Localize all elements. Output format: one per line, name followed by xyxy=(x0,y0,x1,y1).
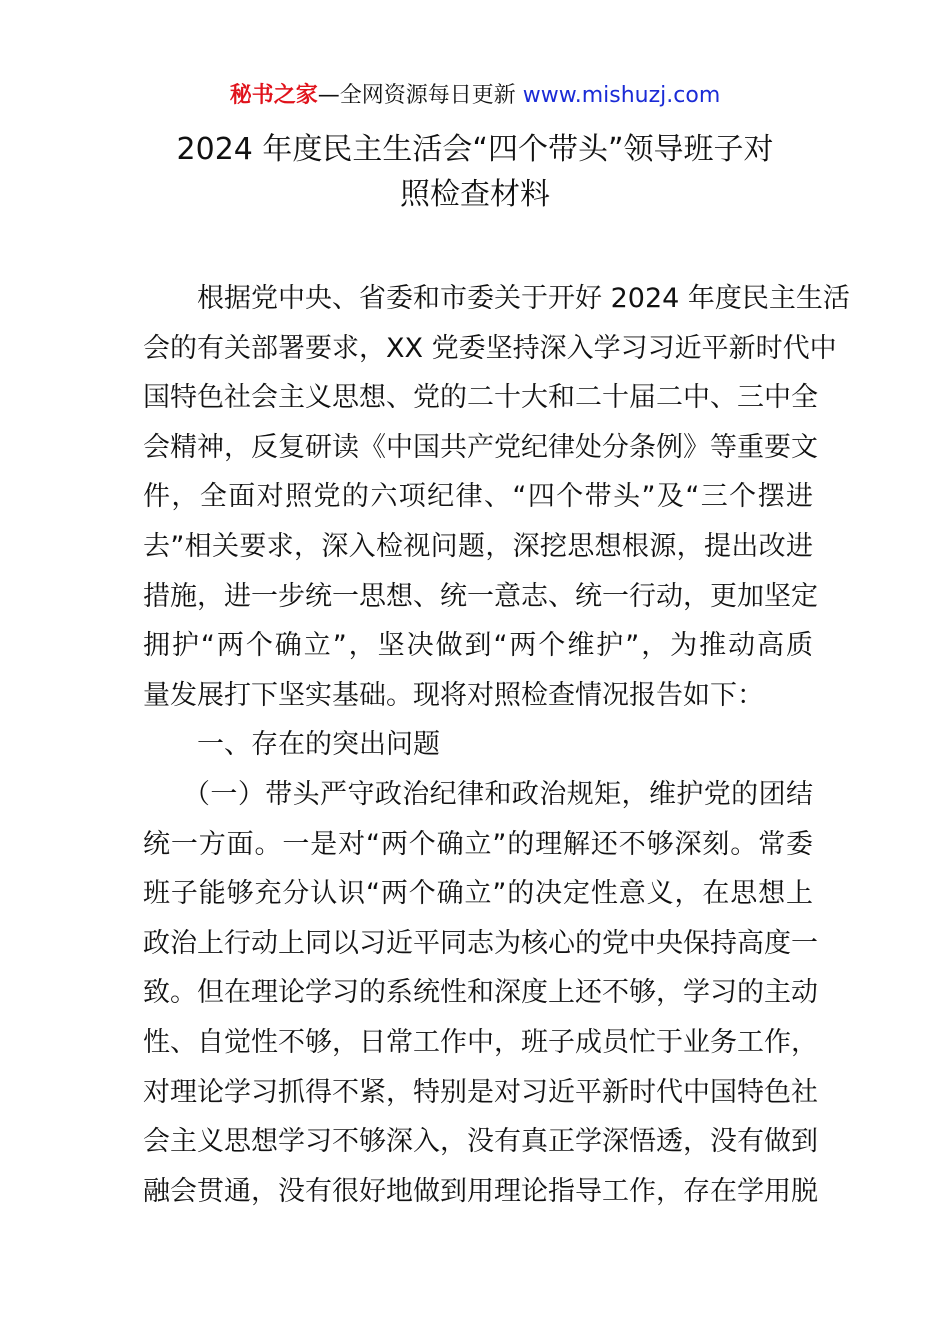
title-line-2: 照检查材料 xyxy=(400,177,550,212)
paragraph-line: 会精神，反复研读《中国共产党纪律处分条例》等重要文 xyxy=(143,431,818,463)
paragraph-line: 量发展打下坚实基础。现将对照检查情况报告如下： xyxy=(143,679,764,711)
paragraph-line: 统一方面。一是对“两个确立”的理解还不够深刻。常委 xyxy=(143,828,813,860)
site-header xyxy=(0,80,950,112)
site-url-link[interactable]: www.mishuzj.com xyxy=(522,83,721,108)
paragraph-line: 性、自觉性不够，日常工作中，班子成员忙于业务工作， xyxy=(143,1026,818,1058)
document-title xyxy=(120,127,830,217)
paragraph-line: 政治上行动上同以习近平同志为核心的党中央保持高度一 xyxy=(143,927,818,959)
paragraph-line: 措施，进一步统一思想、统一意志、统一行动，更加坚定 xyxy=(143,580,818,612)
section-heading: 一、存在的突出问题 xyxy=(197,729,440,761)
site-tagline: —全网资源每日更新 xyxy=(317,83,516,108)
paragraph-line: 件，全面对照党的六项纪律、“四个带头”及“三个摆进 xyxy=(143,481,813,513)
paragraph-line: 会主义思想学习不够深入，没有真正学深悟透，没有做到 xyxy=(143,1126,818,1158)
paragraph-line: 根据党中央、省委和市委关于开好 2024 年度民主生活 xyxy=(197,283,850,314)
paragraph-line: 对理论学习抓得不紧，特别是对习近平新时代中国特色社 xyxy=(143,1076,818,1108)
paragraph-line: （一）带头严守政治纪律和政治规矩，维护党的团结 xyxy=(183,778,813,810)
site-brand: 秘书之家 xyxy=(229,83,318,108)
paragraph-line: 融会贯通，没有很好地做到用理论指导工作，存在学用脱 xyxy=(143,1175,818,1207)
paragraph-line: 去”相关要求，深入检视问题，深挖思想根源，提出改进 xyxy=(143,530,813,562)
paragraph-line: 班子能够充分认识“两个确立”的决定性意义，在思想上 xyxy=(143,878,813,910)
paragraph-line: 致。但在理论学习的系统性和深度上还不够，学习的主动 xyxy=(143,977,818,1009)
paragraph-line: 拥护“两个确立”，坚决做到“两个维护”，为推动高质 xyxy=(143,630,813,662)
paragraph-line: 国特色社会主义思想、党的二十大和二十届二中、三中全 xyxy=(143,382,818,414)
paragraph-line: 会的有关部署要求，XX 党委坚持深入学习习近平新时代中 xyxy=(143,332,837,364)
title-line-1: 2024 年度民主生活会“四个带头”领导班子对 xyxy=(176,132,774,167)
document-body xyxy=(143,274,850,1216)
